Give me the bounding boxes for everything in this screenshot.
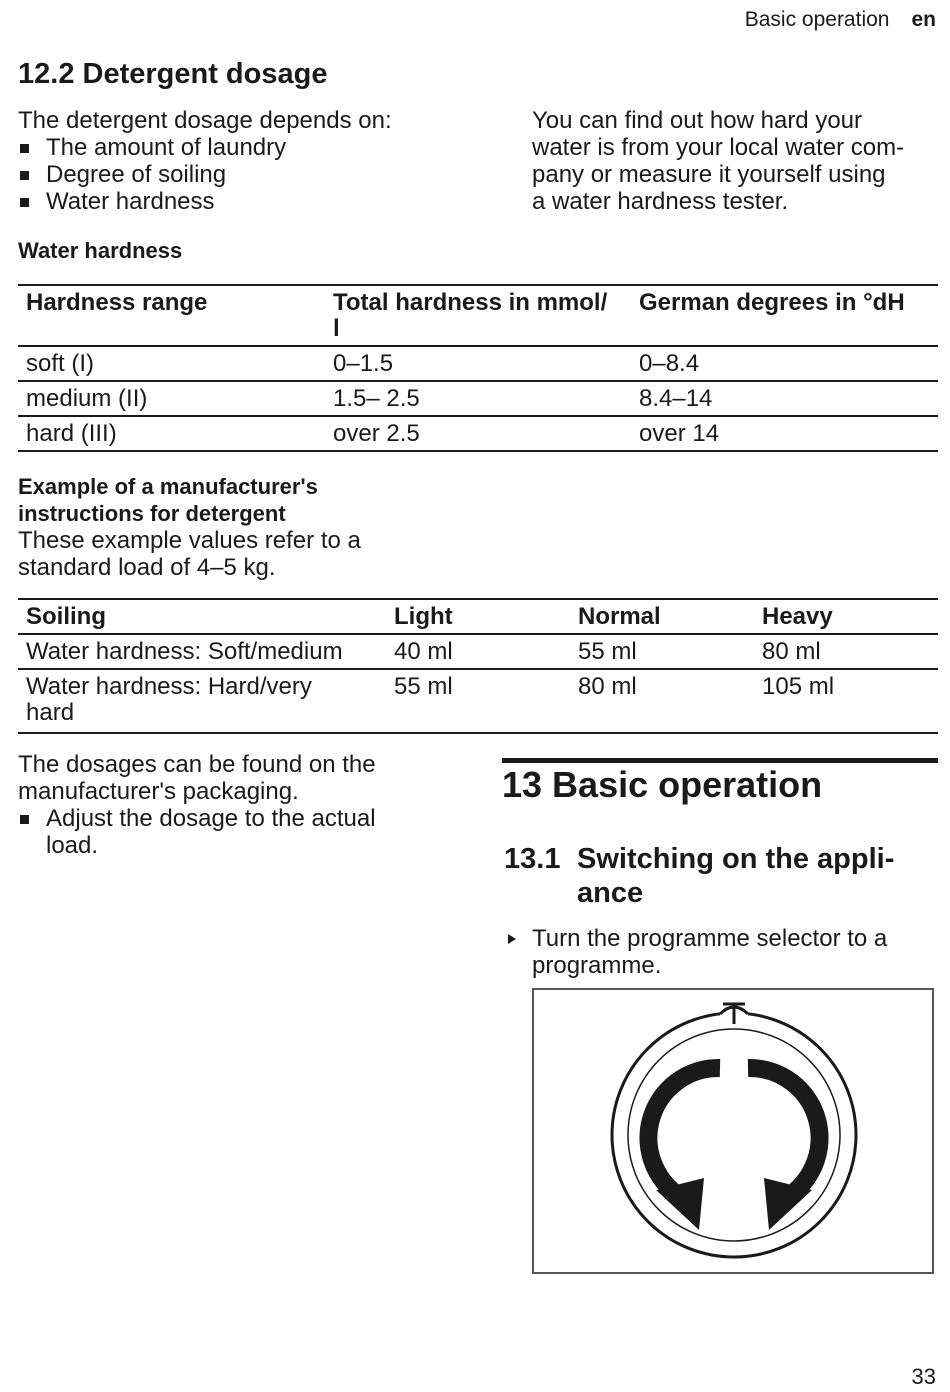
note-line: The dosages can be found on the bbox=[18, 751, 376, 778]
list-item-line: load. bbox=[46, 832, 99, 859]
table-row bbox=[18, 416, 938, 451]
table-cell: hard (III) bbox=[26, 420, 117, 447]
example-text-line: These example values refer to a bbox=[18, 527, 361, 554]
column-header: Heavy bbox=[762, 603, 833, 630]
subsection-title-line: Switching on the appli- bbox=[577, 843, 895, 875]
table-cell: over 14 bbox=[639, 420, 720, 447]
section-rule bbox=[502, 758, 938, 763]
subsection-title bbox=[577, 842, 937, 910]
column-header: Normal bbox=[578, 603, 661, 630]
column-header: Total hardness in mmol/ l bbox=[333, 289, 608, 342]
table-cell: 105 ml bbox=[762, 673, 835, 700]
column-header: Hardness range bbox=[26, 289, 208, 316]
table-cell: 0–8.4 bbox=[639, 350, 700, 377]
subsection-number: 13.1 bbox=[504, 843, 561, 875]
table-cell: 0–1.5 bbox=[333, 350, 394, 377]
table-cell: 80 ml bbox=[762, 638, 821, 665]
table-row bbox=[18, 346, 938, 381]
section-12-2-title: 12.2 Detergent dosage bbox=[18, 58, 328, 90]
example-text-line: standard load of 4–5 kg. bbox=[18, 554, 276, 581]
programme-selector-dial-icon bbox=[534, 990, 932, 1272]
programme-selector-figure bbox=[532, 988, 934, 1274]
info-line: pany or measure it yourself using bbox=[532, 161, 886, 188]
table-cell: soft (I) bbox=[26, 350, 95, 377]
table-cell: medium (II) bbox=[26, 385, 148, 412]
step-line: Turn the programme selector to a bbox=[532, 925, 888, 952]
section-13-title: 13 Basic operation bbox=[502, 764, 823, 805]
list-item: The amount of laundry bbox=[18, 134, 488, 161]
water-hardness-table bbox=[18, 284, 938, 452]
table-cell: Water hardness: Soft/medium bbox=[26, 638, 343, 665]
table-row bbox=[18, 381, 938, 416]
table-cell: 55 ml bbox=[394, 673, 453, 700]
note-line: manufacturer's packaging. bbox=[18, 778, 299, 805]
table-header-row bbox=[18, 599, 938, 634]
info-line: a water hardness tester. bbox=[532, 188, 789, 215]
info-line: water is from your local water com- bbox=[532, 134, 905, 161]
table-cell: 8.4–14 bbox=[639, 385, 713, 412]
table-cell: 55 ml bbox=[578, 638, 637, 665]
list-item: Degree of soiling bbox=[18, 161, 488, 188]
subsection-title-line: ance bbox=[577, 877, 644, 909]
dosage-note bbox=[18, 751, 488, 859]
table-cell: 1.5– 2.5 bbox=[333, 385, 420, 412]
running-header bbox=[745, 8, 936, 32]
list-item-line: Adjust the dosage to the actual bbox=[46, 805, 376, 832]
column-header: Light bbox=[394, 603, 453, 630]
table-cell: 80 ml bbox=[578, 673, 637, 700]
example-block bbox=[18, 473, 498, 581]
detergent-dosage-table bbox=[18, 598, 938, 734]
step-line: programme. bbox=[532, 952, 662, 979]
list-item: Water hardness bbox=[18, 188, 488, 215]
instruction-step bbox=[504, 925, 950, 979]
table-cell: Water hardness: Hard/very hard bbox=[26, 673, 312, 726]
example-heading-line: instructions for detergent bbox=[18, 501, 286, 526]
example-heading-line: Example of a manufacturer's bbox=[18, 474, 318, 499]
page-number: 33 bbox=[911, 1364, 936, 1389]
table-row bbox=[18, 669, 938, 733]
water-hardness-heading: Water hardness bbox=[18, 238, 183, 263]
list-item bbox=[18, 805, 488, 859]
column-header: German degrees in °dH bbox=[639, 289, 905, 316]
table-row bbox=[18, 634, 938, 669]
dosage-intro: The detergent dosage depends on: bbox=[18, 107, 392, 134]
header-section-title: Basic operation bbox=[744, 8, 890, 31]
water-hardness-info bbox=[532, 107, 942, 215]
table-cell: over 2.5 bbox=[333, 420, 420, 447]
table-cell: 40 ml bbox=[394, 638, 453, 665]
header-language: en bbox=[911, 8, 936, 31]
dosage-intro-block bbox=[18, 107, 488, 215]
info-line: You can find out how hard your bbox=[532, 107, 863, 134]
table-header-row bbox=[18, 285, 938, 346]
column-header: Soiling bbox=[26, 603, 106, 630]
